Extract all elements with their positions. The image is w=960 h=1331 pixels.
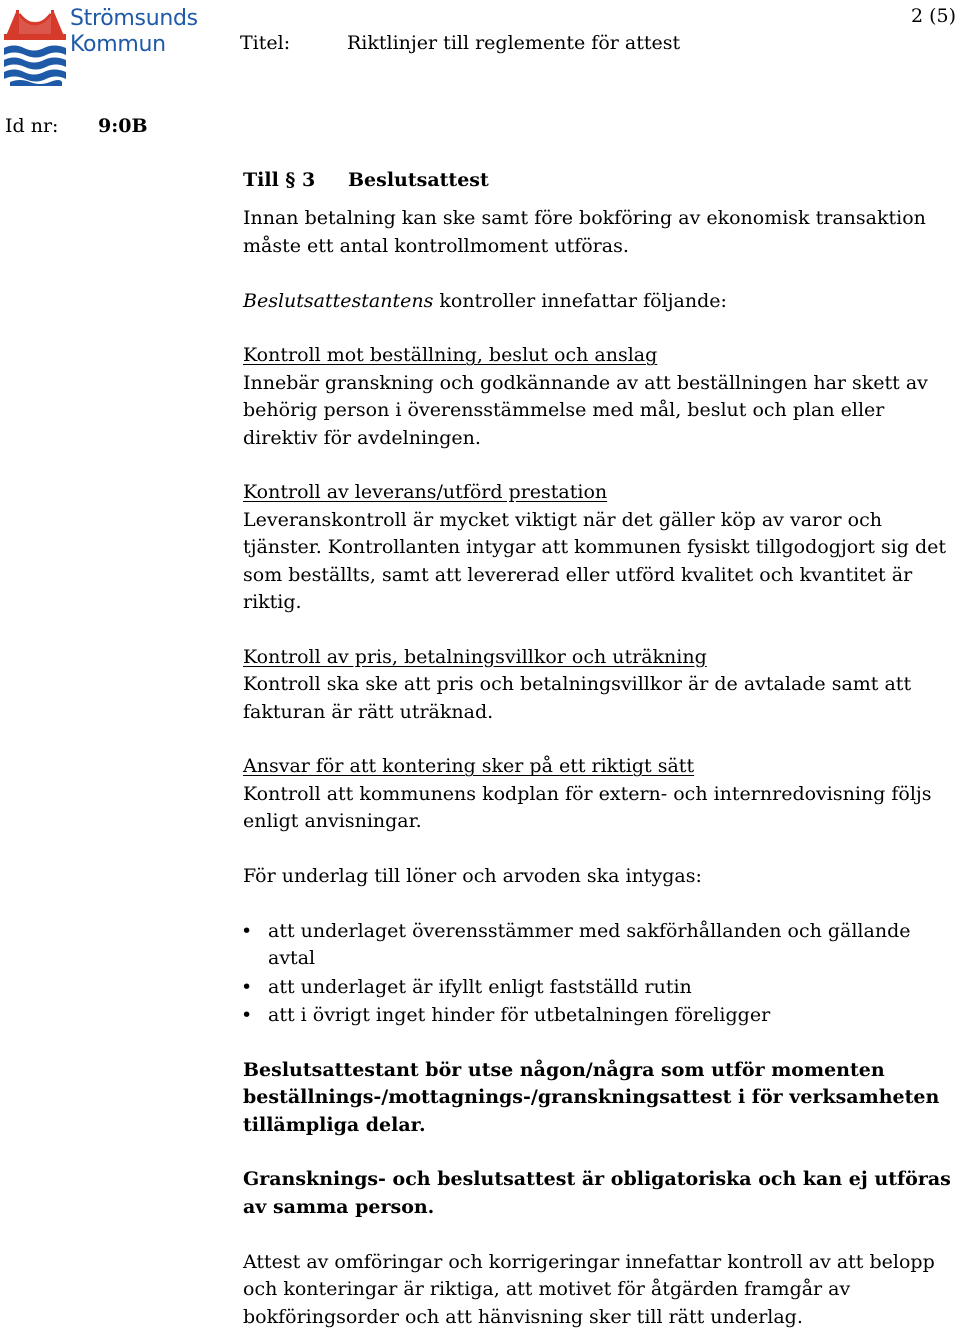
final-paragraph: Attest av omföringar och korrigeringar innefattar kontroll av att belopp och konteringar är riktiga, att motivet för åtgärden framgår av bokföringsorder och att hänvisning sker till rätt underlag. (243, 1250, 935, 1328)
section-title: Beslutsattest (348, 169, 489, 191)
logo-line-2: Kommun (70, 32, 166, 57)
municipality-logo (4, 6, 198, 86)
control-4-text: Kontroll att kommunens kodplan för extern- och internredovisning följs enligt anvisningar. (243, 782, 932, 833)
control-2-title: Kontroll av leverans/utförd prestation (243, 481, 608, 504)
list-item: • att underlaget är ifyllt enligt fastställd rutin (243, 974, 951, 1001)
logo-wordmark (70, 6, 198, 58)
intro-paragraph: Innan betalning kan ske samt före bokföring av ekonomisk transaktion måste ett antal kontrollmoment utföras. (243, 207, 926, 257)
id-value: 9:0B (98, 115, 148, 137)
bold-paragraph-1: Beslutsattestant bör utse någon/några som utför momenten beställnings-/mottagnings-/granskningsattest i för verksamheten tillämpliga delar. (243, 1058, 940, 1136)
control-3-text: Kontroll ska ske att pris och betalningsvillkor är de avtalade samt att fakturan är rätt uträknad. (243, 673, 912, 723)
controls-lead (243, 288, 951, 315)
section-heading (243, 167, 951, 194)
list-item: • att underlaget överensstämmer med sakförhållanden och gällande avtal (243, 918, 951, 973)
controls-lead-italic: Beslutsattestantens (243, 289, 434, 312)
control-2-text: Leveranskontroll är mycket viktigt när det gäller köp av varor och tjänster. Kontrollanten intygar att kommunen fysiskt tillgodogjort sig det som beställts, samt att levererad eller utförd kvalitet och kvantitet är riktig. (243, 508, 947, 614)
title-label: Titel: (240, 32, 291, 54)
bold-paragraph-2: Gransknings- och beslutsattest är obligatoriska och kan ej utföras av samma person. (243, 1168, 951, 1218)
salary-intro: För underlag till löner och arvoden ska intygas: (243, 865, 702, 888)
list-item: • att i övrigt inget hinder för utbetalningen föreligger (243, 1002, 951, 1029)
salary-checklist (243, 918, 951, 1030)
document-title: Riktlinjer till reglemente för attest (347, 32, 681, 54)
control-4-title: Ansvar för att kontering sker på ett riktigt sätt (243, 755, 695, 778)
page-number: 2 (5) (910, 5, 956, 27)
bridge-waves-logo-icon (4, 6, 66, 86)
section-number: Till § 3 (243, 169, 316, 191)
id-label: Id nr: (5, 115, 59, 137)
controls-lead-rest: kontroller innefattar följande: (433, 289, 727, 312)
control-1-title: Kontroll mot beställning, beslut och anslag (243, 344, 658, 367)
control-1-text: Innebär granskning och godkännande av att beställningen har skett av behörig person i överensstämmelse med mål, beslut och plan eller direktiv för avdelningen. (243, 371, 928, 449)
document-body (243, 167, 951, 1331)
logo-line-1: Strömsunds (70, 6, 198, 31)
control-3-title: Kontroll av pris, betalningsvillkor och uträkning (243, 645, 707, 668)
